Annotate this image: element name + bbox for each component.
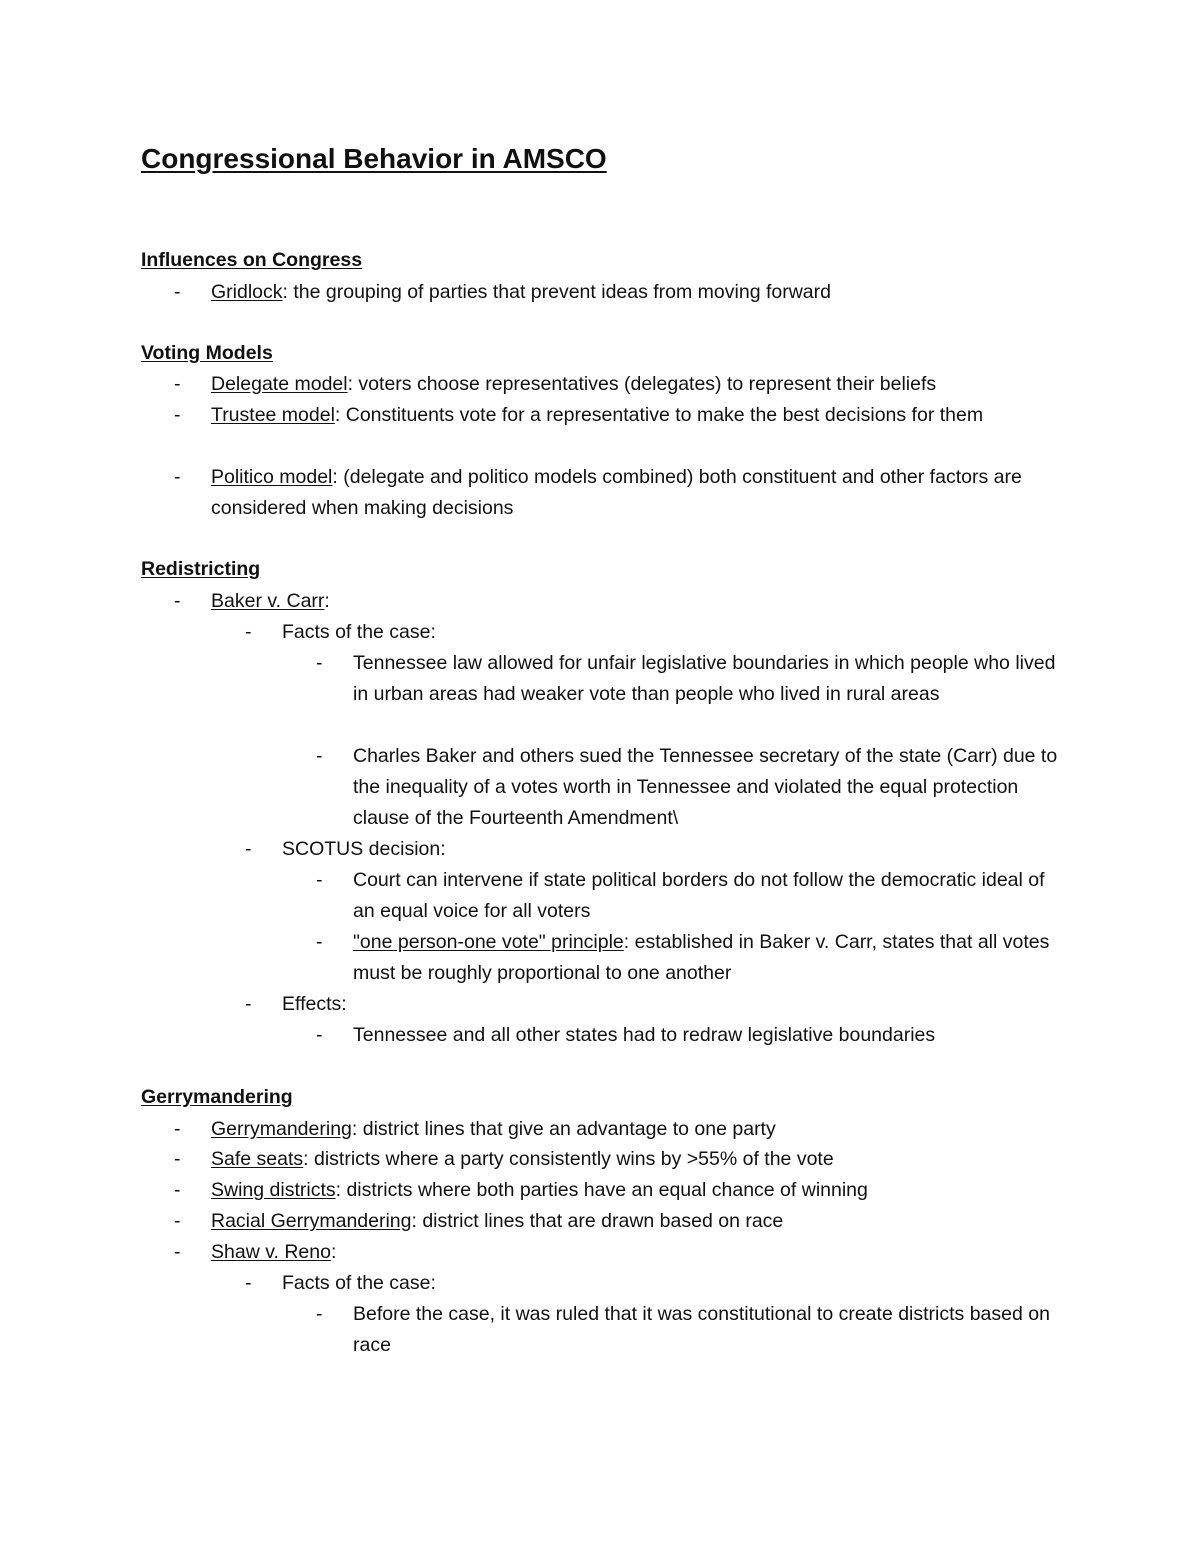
heading-influences: Influences on Congress <box>141 249 363 271</box>
list-item-baker-v-carr <box>174 586 1071 617</box>
term-swing-districts: Swing districts <box>211 1179 336 1201</box>
bullet: - <box>316 652 323 674</box>
term-one-person-one-vote: "one person-one vote" principle <box>353 931 624 953</box>
list-item-swing-districts <box>174 1175 1071 1206</box>
bullet: - <box>174 1241 181 1263</box>
fact-text: Before the case, it was ruled that it was constitutional to create districts based on race <box>353 1303 1050 1356</box>
bullet: - <box>174 1118 181 1140</box>
definition-safe-seats: : districts where a party consistently wins by >55% of the vote <box>303 1148 834 1170</box>
list-item-effects <box>245 989 1072 1020</box>
list-item-facts <box>245 617 1072 648</box>
bullet: - <box>245 1272 252 1294</box>
term-trustee-model: Trustee model <box>211 404 335 426</box>
list-item-shaw-v-reno <box>174 1237 1071 1268</box>
page-title: Congressional Behavior in AMSCO <box>141 143 607 174</box>
colon: : <box>330 1241 337 1263</box>
decision-label: SCOTUS decision: <box>282 838 446 860</box>
definition-delegate-model: : voters choose representatives (delegates) to represent their beliefs <box>347 373 937 395</box>
list-item-trustee <box>174 400 1071 431</box>
list-item-politico <box>174 462 1071 524</box>
facts-label: Facts of the case: <box>282 621 436 643</box>
list-item-effect-1 <box>316 1020 1063 1051</box>
list-item-fact-1 <box>316 648 1063 710</box>
facts-label: Facts of the case: <box>282 1272 436 1294</box>
bullet: - <box>174 466 181 488</box>
term-safe-seats: Safe seats <box>211 1148 304 1170</box>
bullet: - <box>245 993 252 1015</box>
list-item-decision-2 <box>316 927 1063 989</box>
effects-label: Effects: <box>282 993 347 1015</box>
decision-text: Court can intervene if state political borders do not follow the democratic ideal of an equal voice for all voters <box>353 869 1045 922</box>
heading-gerrymandering: Gerrymandering <box>141 1086 293 1108</box>
bullet: - <box>174 1179 181 1201</box>
definition-racial-gerrymandering: : district lines that are drawn based on race <box>411 1210 784 1232</box>
bullet: - <box>245 621 252 643</box>
term-delegate-model: Delegate model <box>211 373 348 395</box>
bullet: - <box>174 1210 181 1232</box>
list-item-gerrymandering <box>174 1114 1071 1145</box>
list-item-shaw-fact-1 <box>316 1299 1063 1361</box>
bullet: - <box>316 745 323 767</box>
heading-redistricting: Redistricting <box>141 558 261 580</box>
bullet: - <box>174 590 181 612</box>
bullet: - <box>316 869 323 891</box>
definition-one-person-one-vote: : established in Baker v. Carr, states that all votes must be roughly proportional to one another <box>353 931 1050 984</box>
list-item-decision-1 <box>316 865 1063 927</box>
bullet: - <box>316 1024 323 1046</box>
list-item-scotus-decision <box>245 834 1072 865</box>
list-item-delegate <box>174 369 1071 400</box>
term-gerrymandering: Gerrymandering <box>211 1118 352 1140</box>
heading-voting-models: Voting Models <box>141 342 273 364</box>
bullet: - <box>316 931 323 953</box>
effect-text: Tennessee and all other states had to redraw legislative boundaries <box>353 1024 936 1046</box>
list-item-safe-seats <box>174 1144 1071 1175</box>
fact-text: Tennessee law allowed for unfair legislative boundaries in which people who lived in urban areas had weaker vote than people who lived in rural areas <box>353 652 1056 705</box>
bullet: - <box>174 373 181 395</box>
term-baker-v-carr: Baker v. Carr <box>211 590 325 612</box>
definition-trustee-model: : Constituents vote for a representative to make the best decisions for them <box>334 404 984 426</box>
bullet: - <box>174 281 181 303</box>
list-item-shaw-facts <box>245 1268 1072 1299</box>
definition-gridlock: : the grouping of parties that prevent ideas from moving forward <box>282 281 831 303</box>
definition-politico-model: : (delegate and politico models combined) both constituent and other factors are considered when making decisions <box>211 466 1022 519</box>
term-racial-gerrymandering: Racial Gerrymandering <box>211 1210 412 1232</box>
bullet: - <box>316 1303 323 1325</box>
list-item-racial-gerrymandering <box>174 1206 1071 1237</box>
list-item-gridlock <box>174 277 1071 308</box>
bullet: - <box>245 838 252 860</box>
term-shaw-v-reno: Shaw v. Reno <box>211 1241 331 1263</box>
term-politico-model: Politico model <box>211 466 333 488</box>
colon: : <box>324 590 330 612</box>
definition-gerrymandering: : district lines that give an advantage to one party <box>351 1118 776 1140</box>
list-item-fact-2 <box>316 741 1063 834</box>
term-gridlock: Gridlock <box>211 281 283 303</box>
bullet: - <box>174 404 181 426</box>
bullet: - <box>174 1148 181 1170</box>
fact-text: Charles Baker and others sued the Tennessee secretary of the state (Carr) due to the inequality of a votes worth in Tennessee and violated the equal protection clause of the Fourteenth Amendment\ <box>353 745 1058 829</box>
definition-swing-districts: : districts where both parties have an equal chance of winning <box>335 1179 868 1201</box>
